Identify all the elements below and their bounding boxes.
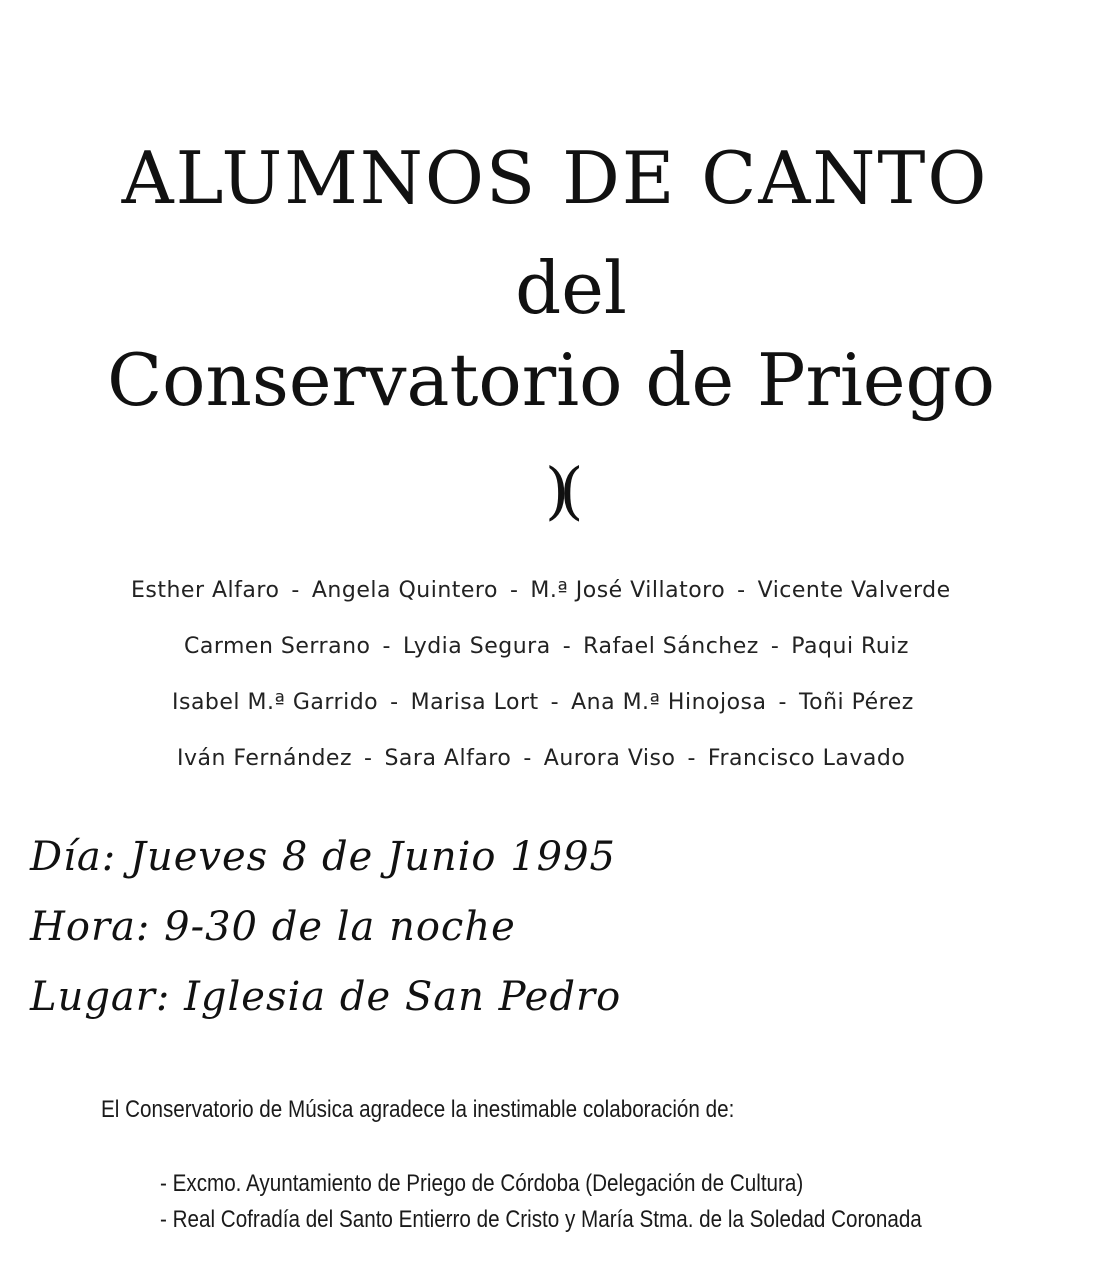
performer-name: Rafael Sánchez (583, 634, 759, 659)
performer-name: Sara Alfaro (384, 746, 512, 771)
performer-name: M.ª José Villatoro (530, 578, 726, 603)
acknowledgement-intro: El Conservatorio de Música agradece la inestimable colaboración de: (101, 1096, 735, 1123)
title-line-2: del (515, 246, 627, 330)
title-line-3: Conservatorio de Priego (107, 338, 995, 422)
performer-row (131, 578, 951, 603)
event-place (30, 974, 621, 1020)
name-separator: - (382, 634, 391, 659)
performer-name: Marisa Lort (410, 690, 539, 715)
name-separator: - (509, 578, 519, 603)
name-separator: - (770, 634, 780, 659)
performer-row (177, 746, 905, 771)
performer-name: Isabel M.ª Garrido (172, 690, 379, 715)
name-separator: - (364, 746, 373, 771)
title-line-1: ALUMNOS DE CANTO (121, 136, 989, 220)
acknowledgement-item: - Excmo. Ayuntamiento de Priego de Córdoba (Delegación de Cultura) (160, 1170, 804, 1197)
event-time-value: 9-30 de la noche (164, 904, 516, 950)
performer-row (184, 634, 909, 659)
performer-name: Angela Quintero (311, 578, 498, 603)
performer-name: Francisco Lavado (707, 746, 906, 771)
name-separator: - (523, 746, 532, 771)
performer-name: Aurora Viso (543, 746, 676, 771)
event-time-label: Hora: (30, 904, 151, 950)
event-place-label: Lugar: (30, 974, 171, 1020)
performer-name: Ana M.ª Hinojosa (571, 690, 767, 715)
performer-name: Vicente Valverde (757, 578, 951, 603)
name-separator: - (778, 690, 787, 715)
performer-row (172, 690, 914, 715)
performer-name: Paqui Ruiz (791, 634, 909, 659)
performer-name: Iván Fernández (177, 746, 352, 771)
performer-name: Lydia Segura (402, 634, 551, 659)
event-day-label: Día: (30, 834, 117, 880)
name-separator: - (291, 578, 300, 603)
acknowledgement-item: - Real Cofradía del Santo Entierro de Cristo y María Stma. de la Soledad Coronada (160, 1206, 922, 1233)
name-separator: - (390, 690, 399, 715)
name-separator: - (687, 746, 696, 771)
ornament-divider: )( (545, 454, 574, 527)
event-day-value: Jueves 8 de Junio 1995 (129, 834, 616, 880)
performer-name: Carmen Serrano (184, 634, 371, 659)
name-separator: - (550, 690, 560, 715)
event-place-value: Iglesia de San Pedro (184, 974, 622, 1020)
name-separator: - (737, 578, 746, 603)
performer-name: Toñi Pérez (798, 690, 914, 715)
event-time (30, 904, 516, 950)
event-day (30, 834, 616, 880)
performer-name: Esther Alfaro (131, 578, 280, 603)
name-separator: - (562, 634, 572, 659)
